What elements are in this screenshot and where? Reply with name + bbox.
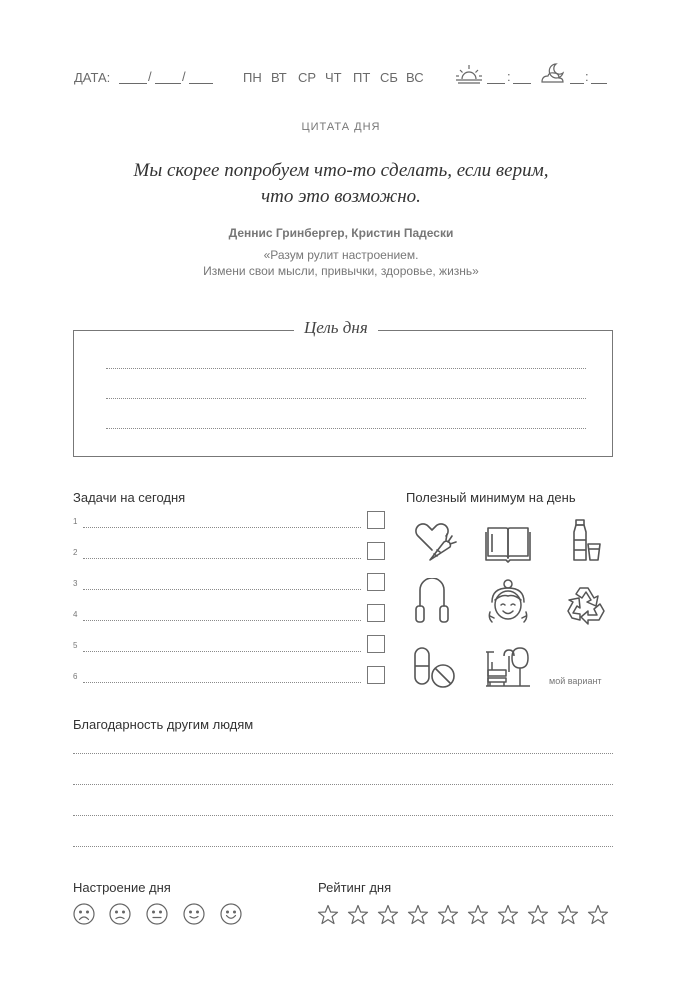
heart-carrot-icon[interactable] — [410, 516, 458, 564]
very-sad-face-icon[interactable] — [73, 903, 95, 925]
minimum-title: Полезный минимум на день — [406, 490, 576, 505]
gratitude-line[interactable] — [73, 846, 613, 847]
gratitude-line[interactable] — [73, 815, 613, 816]
date-slash: / — [182, 69, 186, 84]
time-colon: : — [585, 69, 589, 84]
task-number: 5 — [73, 641, 78, 650]
wake-minute-line[interactable] — [513, 83, 531, 84]
goal-box — [73, 330, 613, 457]
task-number: 4 — [73, 610, 78, 619]
recycle-icon[interactable] — [562, 580, 610, 628]
rating-star-icon[interactable] — [347, 904, 369, 926]
task-line[interactable] — [83, 527, 361, 528]
task-checkbox[interactable] — [367, 573, 385, 591]
mood-title: Настроение дня — [73, 880, 171, 895]
goal-title: Цель дня — [294, 318, 378, 338]
goal-line[interactable] — [106, 368, 586, 369]
sad-face-icon[interactable] — [109, 903, 131, 925]
weekday-sun[interactable]: ВС — [406, 70, 424, 85]
rating-star-icon[interactable] — [557, 904, 579, 926]
task-checkbox[interactable] — [367, 542, 385, 560]
date-slash: / — [148, 69, 152, 84]
smile-face-icon[interactable] — [183, 903, 205, 925]
weekday-wed[interactable]: СР — [298, 70, 317, 85]
task-line[interactable] — [83, 589, 361, 590]
rating-star-icon[interactable] — [497, 904, 519, 926]
wake-hour-line[interactable] — [487, 83, 505, 84]
task-line[interactable] — [83, 651, 361, 652]
weekday-thu[interactable]: ЧТ — [325, 70, 342, 85]
rating-star-icon[interactable] — [317, 904, 339, 926]
quote-book-line-2: Измени свои мысли, привычки, здоровье, жизнь» — [203, 264, 479, 278]
date-year-line[interactable] — [189, 83, 213, 84]
rating-star-icon[interactable] — [527, 904, 549, 926]
quote-book-line-1: «Разум рулит настроением. — [263, 248, 419, 262]
task-checkbox[interactable] — [367, 604, 385, 622]
quote-line-1: Мы скорее попробуем что-то сделать, если верим, — [133, 160, 549, 181]
happy-face-icon[interactable] — [220, 903, 242, 925]
weekday-tue[interactable]: ВТ — [271, 70, 287, 85]
night-moon-icon — [539, 62, 567, 84]
sunrise-icon — [455, 64, 483, 84]
date-month-line[interactable] — [155, 83, 181, 84]
weekday-fri[interactable]: ПТ — [353, 70, 371, 85]
quote-authors: Деннис Гринбергер, Кристин Падески — [228, 226, 454, 240]
quote-line-2: что это возможно. — [261, 186, 421, 207]
time-colon: : — [507, 69, 511, 84]
task-line[interactable] — [83, 620, 361, 621]
gratitude-line[interactable] — [73, 753, 613, 754]
rating-star-icon[interactable] — [377, 904, 399, 926]
task-number: 2 — [73, 548, 78, 557]
task-checkbox[interactable] — [367, 511, 385, 529]
sleep-minute-line[interactable] — [591, 83, 607, 84]
rating-title: Рейтинг дня — [318, 880, 392, 895]
gratitude-line[interactable] — [73, 784, 613, 785]
sleep-hour-line[interactable] — [570, 83, 584, 84]
book-icon[interactable] — [484, 518, 532, 566]
weekday-sat[interactable]: СБ — [380, 70, 398, 85]
goal-line[interactable] — [106, 398, 586, 399]
task-line[interactable] — [83, 682, 361, 683]
task-number: 3 — [73, 579, 78, 588]
water-bottle-glass-icon[interactable] — [562, 516, 610, 564]
neutral-face-icon[interactable] — [146, 903, 168, 925]
rating-star-icon[interactable] — [587, 904, 609, 926]
goal-line[interactable] — [106, 428, 586, 429]
task-checkbox[interactable] — [367, 666, 385, 684]
gratitude-title: Благодарность другим людям — [73, 717, 254, 732]
date-day-line[interactable] — [119, 83, 147, 84]
date-label: ДАТА: — [74, 70, 111, 85]
tasks-title: Задачи на сегодня — [73, 490, 186, 505]
rating-star-icon[interactable] — [407, 904, 429, 926]
task-checkbox[interactable] — [367, 635, 385, 653]
weekday-mon[interactable]: ПН — [243, 70, 262, 85]
park-bench-trees-icon[interactable] — [484, 642, 532, 690]
rating-star-icon[interactable] — [467, 904, 489, 926]
my-option-label: мой вариант — [549, 676, 602, 686]
task-number: 6 — [73, 672, 78, 681]
jump-rope-icon[interactable] — [408, 578, 456, 626]
task-number: 1 — [73, 517, 78, 526]
rating-star-icon[interactable] — [437, 904, 459, 926]
quote-section-title: ЦИТАТА ДНЯ — [301, 121, 381, 133]
task-line[interactable] — [83, 558, 361, 559]
happy-face-icon[interactable] — [484, 578, 532, 626]
pills-icon[interactable] — [410, 644, 458, 692]
